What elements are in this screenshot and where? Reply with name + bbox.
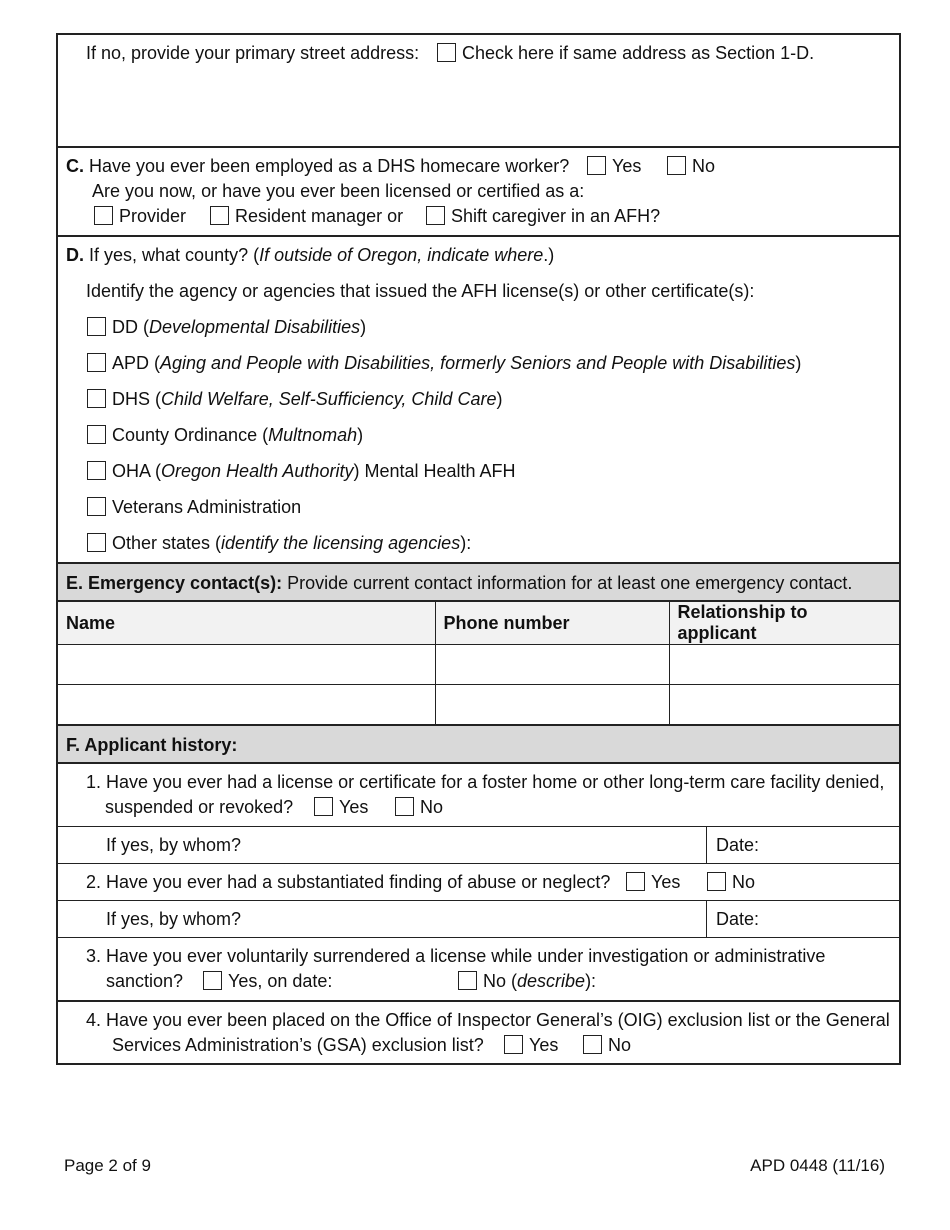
q2-by-whom-label: If yes, by whom? [106, 908, 242, 929]
q2-yes-checkbox[interactable] [626, 872, 645, 891]
q3-yes-label: Yes, on date: [228, 970, 333, 991]
agency-checkbox[interactable] [87, 317, 106, 336]
q4-yes-option[interactable] [504, 1035, 558, 1056]
section-c-no-checkbox[interactable] [667, 156, 686, 175]
q3-line-2: sanction? [106, 970, 184, 991]
table-row [58, 645, 899, 685]
name-column-header: Name [58, 602, 435, 645]
section-c-q1-text: Have you ever been employed as a DHS homecare worker? [89, 156, 570, 176]
contact-phone-cell[interactable] [435, 685, 669, 725]
contact-relationship-cell[interactable] [669, 685, 899, 725]
agency-label-italic: Developmental Disabilities [149, 317, 361, 337]
q2-no-option[interactable] [707, 872, 755, 893]
history-question-3 [58, 938, 899, 1002]
same-address-label: Check here if same address as Section 1-D. [462, 43, 815, 63]
history-question-2 [58, 864, 899, 901]
q3-yes-checkbox[interactable] [203, 971, 222, 990]
agency-checkbox[interactable] [87, 389, 106, 408]
shift-caregiver-option[interactable] [426, 206, 660, 227]
section-f-header [58, 726, 899, 764]
agency-label-post: ) [496, 389, 503, 409]
resident-manager-label: Resident manager or [235, 206, 404, 226]
form-id: APD 0448 (11/16) [750, 1156, 885, 1175]
q1-by-whom-label: If yes, by whom? [106, 834, 242, 855]
q4-yes-label: Yes [529, 1034, 559, 1055]
agency-label: APD ( [112, 353, 161, 373]
agency-label: DD ( [112, 317, 149, 337]
q1-line-2: suspended or revoked? [105, 796, 294, 817]
q1-date-divider [706, 827, 707, 863]
q1-line-1: 1. Have you ever had a license or certificate for a foster home or other long-term care facility denied, [86, 771, 885, 792]
section-c-no-option[interactable] [667, 156, 715, 177]
q2-yes-label: Yes [651, 871, 681, 892]
section-d-q1-post: .) [543, 245, 555, 265]
agency-label: OHA ( [112, 461, 162, 481]
agency-checkbox[interactable] [87, 533, 106, 552]
application-form [56, 33, 901, 1065]
agency-option-apd[interactable] [87, 353, 801, 374]
emergency-contacts-table [58, 602, 899, 726]
agency-label-post: ) [357, 425, 364, 445]
q2-text: 2. Have you ever had a substantiated finding of abuse or neglect? [86, 871, 611, 892]
history-question-1 [58, 764, 899, 827]
page-number: Page 2 of 9 [64, 1156, 151, 1175]
q3-no-option[interactable] [458, 971, 596, 992]
q2-no-checkbox[interactable] [707, 872, 726, 891]
q3-no-checkbox[interactable] [458, 971, 477, 990]
section-d-q1-italic: If outside of Oregon, indicate where [259, 245, 544, 265]
q1-yes-label: Yes [339, 796, 369, 817]
contact-relationship-cell[interactable] [669, 645, 899, 685]
q1-yes-checkbox[interactable] [314, 797, 333, 816]
agency-checkbox[interactable] [87, 353, 106, 372]
q2-no-label: No [732, 871, 756, 892]
section-e-desc: Provide current contact information for at least one emergency contact. [287, 573, 853, 593]
q2-date-label: Date: [716, 908, 760, 929]
section-c-yes-checkbox[interactable] [587, 156, 606, 175]
q1-no-option[interactable] [395, 797, 443, 818]
section-e-title: E. Emergency contact(s): [66, 573, 283, 593]
agency-label-italic: Child Welfare, Self-Sufficiency, Child Care [161, 389, 497, 409]
resident-manager-checkbox[interactable] [210, 206, 229, 225]
agency-label: DHS ( [112, 389, 161, 409]
q2-by-whom-row [58, 901, 899, 938]
q1-no-label: No [420, 796, 444, 817]
section-c-letter: C. [66, 156, 84, 176]
q1-no-checkbox[interactable] [395, 797, 414, 816]
same-address-checkbox[interactable] [437, 43, 456, 62]
q1-yes-option[interactable] [314, 797, 368, 818]
agency-label: County Ordinance ( [112, 425, 269, 445]
section-d-letter: D. [66, 245, 84, 265]
agency-option-other-states[interactable] [87, 533, 471, 554]
address-section [58, 35, 899, 148]
agency-checkbox[interactable] [87, 461, 106, 480]
section-c-no-label: No [692, 156, 716, 176]
q1-date-label: Date: [716, 834, 760, 855]
q4-no-option[interactable] [583, 1035, 631, 1056]
q1-by-whom-row [58, 827, 899, 864]
q2-yes-option[interactable] [626, 872, 680, 893]
agency-option-va[interactable] [87, 497, 301, 518]
q3-no-post: ): [585, 970, 597, 991]
address-prompt: If no, provide your primary street address: [86, 43, 420, 63]
section-c-yes-label: Yes [612, 156, 642, 176]
provider-checkbox[interactable] [94, 206, 113, 225]
section-d-q1-pre: If yes, what county? ( [89, 245, 260, 265]
provider-label: Provider [119, 206, 187, 226]
table-row [58, 685, 899, 725]
agency-label: Other states ( [112, 533, 222, 553]
q4-line-2: Services Administration’s (GSA) exclusion list? [112, 1034, 484, 1055]
agency-label-italic: Oregon Health Authority [161, 461, 354, 481]
q4-yes-checkbox[interactable] [504, 1035, 523, 1054]
agency-label-post: ) [795, 353, 802, 373]
contact-name-cell[interactable] [58, 645, 435, 685]
agency-option-dd[interactable] [87, 317, 366, 338]
agency-label-post: ) [360, 317, 367, 337]
agency-label-post: ): [460, 533, 472, 553]
q4-no-label: No [608, 1034, 632, 1055]
identify-agency-text: Identify the agency or agencies that issued the AFH license(s) or other certificate(s): [86, 281, 755, 301]
agency-option-oha[interactable] [87, 461, 516, 482]
history-question-4 [58, 1002, 899, 1065]
agency-option-dhs[interactable] [87, 389, 502, 410]
section-e-heading [66, 573, 852, 594]
agency-label-italic: Multnomah [268, 425, 358, 445]
q3-no-label: No ( [483, 970, 518, 991]
section-c-yes-option[interactable] [587, 156, 641, 177]
agency-label-post: ) Mental Health AFH [353, 461, 516, 481]
section-f-title: F. Applicant history: [66, 734, 238, 755]
contact-name-cell[interactable] [58, 685, 435, 725]
agency-label-italic: Aging and People with Disabilities, formerly Seniors and People with Disabilities [160, 353, 796, 373]
section-c-q2-text: Are you now, or have you ever been licensed or certified as a: [92, 181, 585, 201]
q4-no-checkbox[interactable] [583, 1035, 602, 1054]
shift-caregiver-label: Shift caregiver in an AFH? [451, 206, 661, 226]
section-c-question-1 [66, 156, 569, 177]
resident-manager-option[interactable] [210, 206, 403, 227]
agency-option-county[interactable] [87, 425, 363, 446]
section-d-question [66, 245, 554, 266]
table-header-row [58, 602, 899, 645]
q2-date-divider [706, 901, 707, 937]
agency-checkbox[interactable] [87, 425, 106, 444]
q3-no-italic: describe [517, 970, 586, 991]
section-d [58, 237, 899, 564]
relationship-column-header: Relationship to applicant [669, 602, 899, 645]
phone-column-header: Phone number [435, 602, 669, 645]
same-address-option[interactable] [437, 43, 814, 64]
agency-checkbox[interactable] [87, 497, 106, 516]
q4-line-1: 4. Have you ever been placed on the Office of Inspector General’s (OIG) exclusion list or the General [86, 1009, 890, 1030]
section-e-header [58, 564, 899, 602]
contact-phone-cell[interactable] [435, 645, 669, 685]
shift-caregiver-checkbox[interactable] [426, 206, 445, 225]
provider-option[interactable] [94, 206, 186, 227]
q3-yes-option[interactable] [203, 971, 332, 992]
agency-label: Veterans Administration [112, 497, 302, 517]
q3-line-1: 3. Have you ever voluntarily surrendered a license while under investigation or administrative [86, 945, 826, 966]
section-c [58, 148, 899, 237]
agency-label-italic: identify the licensing agencies [221, 533, 461, 553]
